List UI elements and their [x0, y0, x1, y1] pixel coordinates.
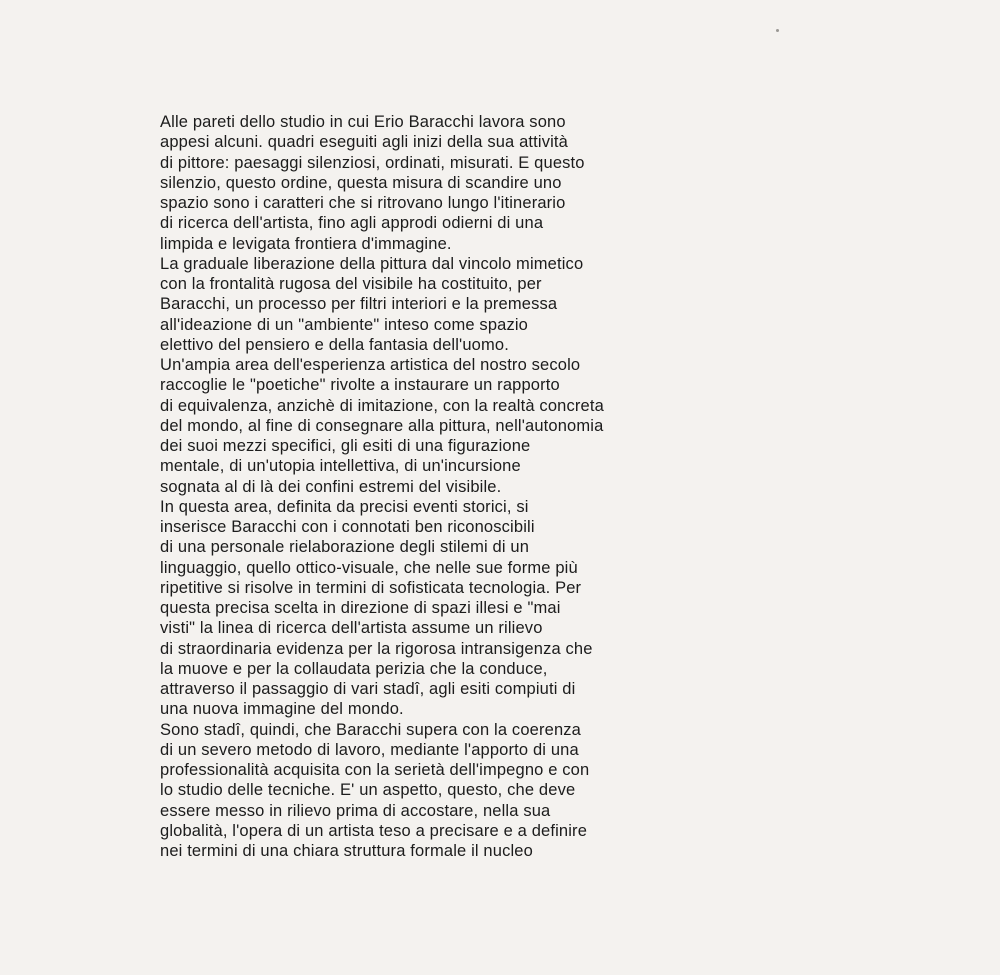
- text-line: globalità, l'opera di un artista teso a precisare e a definire: [160, 821, 588, 840]
- text-line: visti" la linea di ricerca dell'artista assume un rilievo: [160, 619, 543, 638]
- text-line: questa precisa scelta in direzione di spazi illesi e "mai: [160, 599, 561, 617]
- text-line: spazio sono i caratteri che si ritrovano lungo l'itinerario: [160, 194, 566, 212]
- text-line: nei termini di una chiara struttura formale il nucleo: [160, 842, 533, 860]
- text-line: elettivo del pensiero e della fantasia dell'uomo.: [160, 335, 509, 354]
- text-line: limpida e levigata frontiera d'immagine.: [160, 234, 452, 253]
- text-line: silenzio, questo ordine, questa misura di scandire uno: [160, 173, 562, 192]
- text-line: raccoglie le "poetiche" rivolte a instaurare un rapporto: [160, 376, 560, 395]
- text-line: La graduale liberazione della pittura dal vincolo mimetico: [160, 254, 584, 273]
- text-line: mentale, di un'utopia intellettiva, di un'incursione: [160, 457, 521, 476]
- text-line: di una personale rielaborazione degli stilemi di un: [160, 538, 530, 557]
- text-line: dei suoi mezzi specifici, gli esiti di una figurazione: [160, 437, 531, 455]
- text-line: all'ideazione di un "ambiente" inteso come spazio: [160, 315, 529, 334]
- text-line: di ricerca dell'artista, fino agli approdi odierni di una: [160, 214, 544, 233]
- text-line: con la frontalità rugosa del visibile ha costituito, per: [160, 275, 542, 293]
- text-line: appesi alcuni. quadri eseguiti agli inizi della sua attività: [160, 133, 568, 152]
- text-line: Un'ampia area dell'esperienza artistica del nostro secolo: [160, 356, 581, 374]
- body-text: [160, 112, 700, 861]
- text-line: attraverso il passaggio di vari stadî, agli esiti compiuti di: [160, 680, 576, 698]
- text-line: In questa area, definita da precisi eventi storici, si: [160, 497, 529, 516]
- text-line: di straordinaria evidenza per la rigorosa intransigenza che: [160, 639, 593, 658]
- text-line: lo studio delle tecniche. E' un aspetto, questo, che deve: [160, 781, 576, 800]
- text-line: Baracchi, un processo per filtri interiori e la premessa: [160, 295, 558, 314]
- text-line: di un severo metodo di lavoro, mediante l'apporto di una: [160, 740, 579, 759]
- text-line: professionalità acquisita con la serietà dell'impegno e con: [160, 761, 590, 779]
- text-line: linguaggio, quello ottico-visuale, che nelle sue forme più: [160, 558, 578, 577]
- text-line: la muove e per la collaudata perizia che la conduce,: [160, 659, 548, 678]
- text-line: Sono stadî, quindi, che Baracchi supera con la coerenza: [160, 720, 582, 739]
- text-line: inserisce Baracchi con i connotati ben riconoscibili: [160, 518, 535, 536]
- text-line: sognata al di là dei confini estremi del visibile.: [160, 477, 502, 496]
- text-line: del mondo, al fine di consegnare alla pittura, nell'autonomia: [160, 416, 604, 435]
- text-line: di equivalenza, anzichè di imitazione, con la realtà concreta: [160, 396, 604, 415]
- text-line: di pittore: paesaggi silenziosi, ordinati, misurati. E questo: [160, 153, 585, 172]
- text-line: una nuova immagine del mondo.: [160, 700, 404, 719]
- page-speck: [776, 29, 779, 32]
- text-line: ripetitive si risolve in termini di sofisticata tecnologia. Per: [160, 578, 582, 597]
- text-line: essere messo in rilievo prima di accostare, nella sua: [160, 801, 551, 820]
- text-line: Alle pareti dello studio in cui Erio Baracchi lavora sono: [160, 113, 566, 131]
